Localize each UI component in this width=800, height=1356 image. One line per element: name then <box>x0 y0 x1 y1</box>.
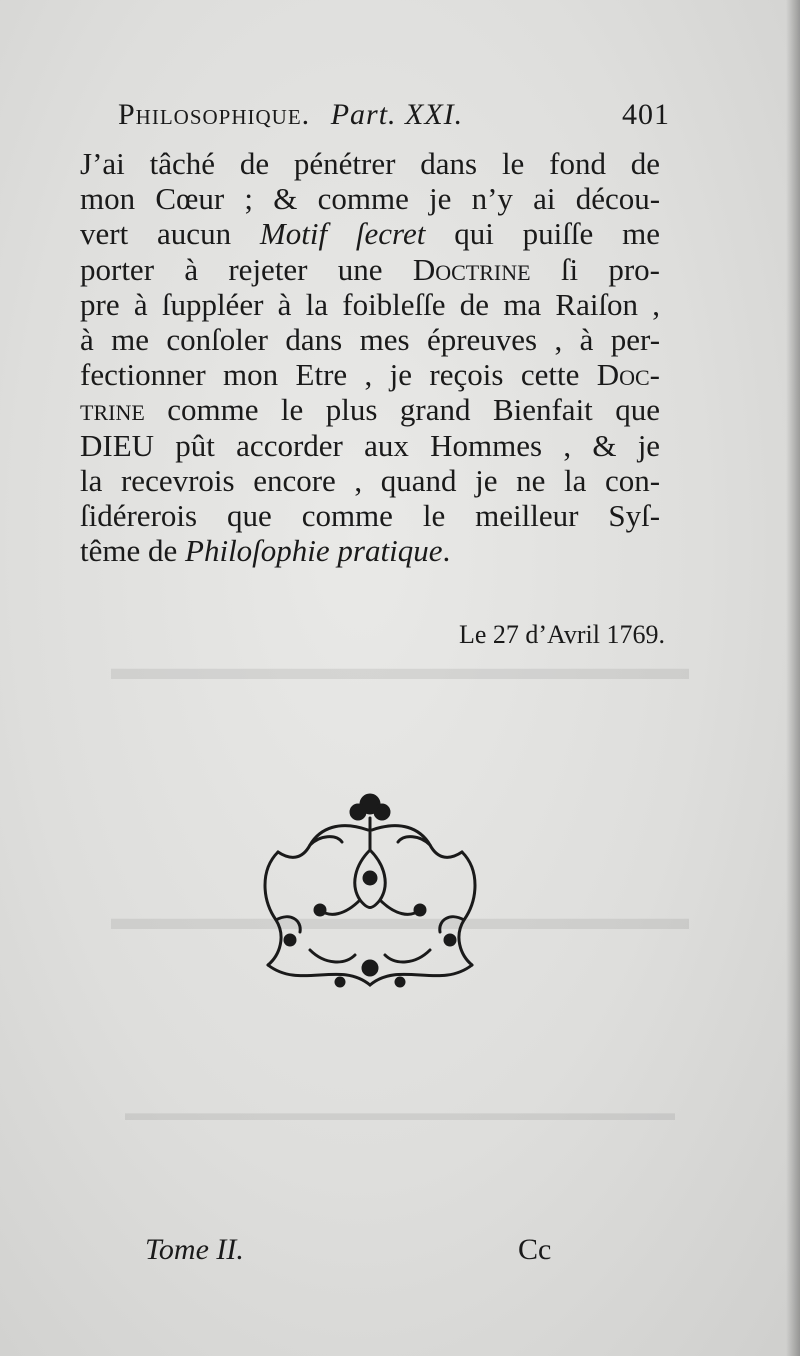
signature-mark: Cc <box>518 1233 552 1266</box>
text-line: porter à rejeter une Doctrine ſi pro- <box>80 251 661 287</box>
page-edge-shadow <box>786 0 800 1356</box>
text-line: tême de Philoſophie pratique. <box>80 533 451 569</box>
part-label: Part. XXI. <box>330 98 464 131</box>
body-paragraph <box>80 146 660 568</box>
show-through-decoration-3: ▬▬▬▬▬▬▬▬▬▬▬▬▬▬▬▬▬▬▬▬▬▬▬▬▬ <box>125 1100 675 1125</box>
text-line: J’ai tâché de pénétrer dans le fond de <box>80 146 661 181</box>
text-line: pre à ſuppléer à la foibleſſe de ma Raiſon , <box>80 286 661 322</box>
running-header <box>118 98 670 138</box>
text-line: la recevrois encore , quand je ne la con- <box>80 462 661 498</box>
running-title: Philosophique. <box>118 98 311 131</box>
floral-ornament-icon <box>250 790 490 1000</box>
text-line: mon Cœur ; & comme je n’y ai décou- <box>80 181 661 217</box>
text-line: fectionner mon Etre , je reçois cette Doc- <box>80 357 660 393</box>
volume-label: Tome II. <box>145 1233 244 1266</box>
page-number: 401 <box>622 98 670 131</box>
text-line: à me conſoler dans mes épreuves , à per- <box>80 322 661 358</box>
text-line: trine comme le plus grand Bienfait que <box>80 392 661 428</box>
text-line: vert aucun Motif ſecret qui puiſſe me <box>80 216 660 252</box>
text-line: ſidérerois que comme le meilleur Syſ- <box>80 498 661 534</box>
text-line: DIEU pût accorder aux Hommes , & je <box>80 427 661 463</box>
show-through-decoration-2: ▬▬▬▬▬▬▬▬▬▬▬▬▬▬▬▬▬ <box>111 900 689 937</box>
show-through-decoration: ▬▬▬▬▬▬▬▬▬▬▬▬▬▬▬▬▬ <box>111 650 689 687</box>
date-line: Le 27 d’Avril 1769. <box>458 620 665 649</box>
